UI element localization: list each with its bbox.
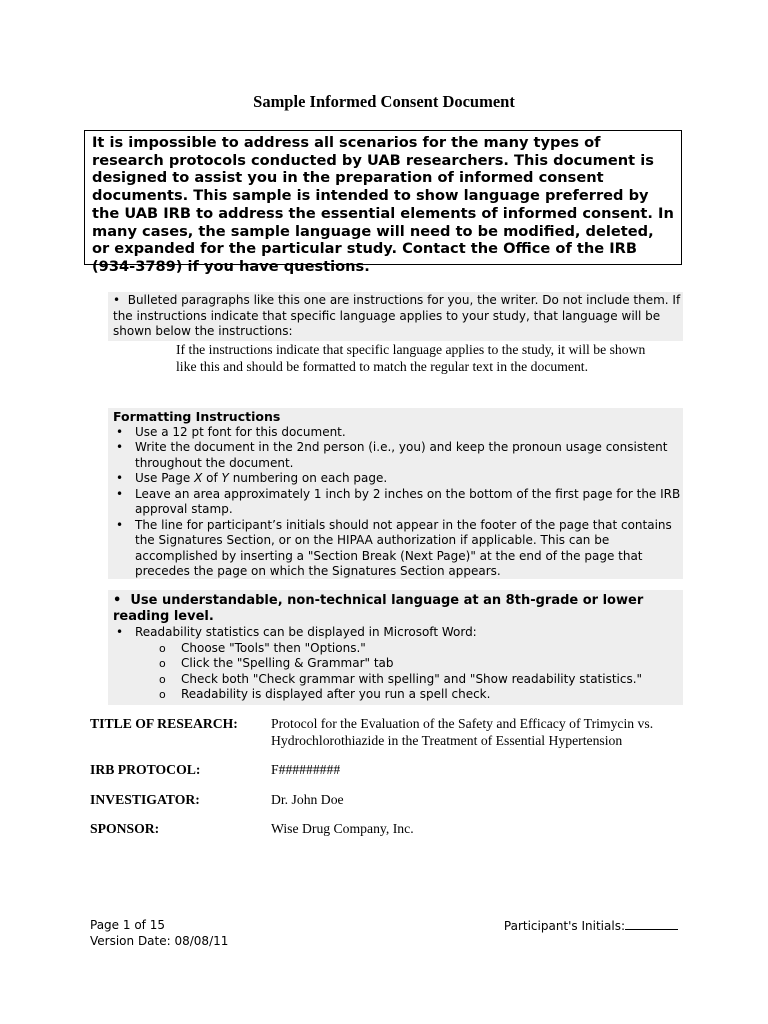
readability-heading: • Use understandable, non-technical language at an 8th-grade or lower reading level.	[113, 593, 644, 624]
readability-step: o Check both "Check grammar with spelling" and "Show readability statistics."	[113, 672, 683, 688]
study-info-row-protocol	[90, 762, 690, 779]
page-number: Page 1 of 15	[90, 918, 165, 932]
readability-block	[108, 590, 683, 705]
study-info-label: TITLE OF RESEARCH:	[90, 716, 238, 731]
sample-language-text: If the instructions indicate that specific language applies to the study, it will be shown like this and should be formatted to match the regular text in the document.	[176, 342, 646, 374]
formatting-list	[113, 425, 683, 580]
study-info-value: F#########	[271, 762, 341, 778]
participant-initials-label: Participant's Initials:	[503, 919, 625, 933]
readability-step: o Readability is displayed after you run a spell check.	[113, 687, 683, 703]
instruction-text: Bulleted paragraphs like this one are instructions for you, the writer. Do not include them. If the instructions indicate that specific language applies to your study, that language will be shown below the instructions:	[113, 293, 681, 338]
study-info-row-investigator	[90, 792, 690, 809]
study-info	[90, 716, 690, 851]
readability-step: o Click the "Spelling & Grammar" tab	[113, 656, 683, 672]
formatting-instructions-block	[108, 408, 683, 579]
version-date: Version Date: 08/08/11	[90, 933, 229, 948]
formatting-item: • Use a 12 pt font for this document.	[113, 425, 683, 441]
study-info-value: Dr. John Doe	[271, 791, 344, 807]
bullet-marker: •	[113, 293, 128, 307]
instruction-block	[108, 292, 683, 341]
readability-steps	[113, 641, 683, 703]
study-info-value: Wise Drug Company, Inc.	[271, 821, 414, 837]
intro-notice-box: It is impossible to address all scenarios for the many types of research protocols conducted by UAB researchers. This document is designed to assist you in the preparation of informed consent documents. This sample is intended to show language preferred by the UAB IRB to address the essential elements of informed consent. In many cases, the sample language will need to be modified, deleted, or expanded for the particular study. Contact the Office of the IRB (934-3789) if you have questions.	[84, 130, 682, 265]
study-info-row-sponsor	[90, 821, 690, 838]
bullet-marker: •	[113, 593, 131, 608]
formatting-item-page-numbering: • Use Page X of Y numbering on each page.	[113, 471, 683, 487]
initials-blank-line	[625, 918, 678, 930]
page-footer	[90, 918, 678, 949]
readability-list	[113, 625, 683, 641]
study-info-label: INVESTIGATOR:	[90, 791, 200, 807]
study-info-value: Protocol for the Evaluation of the Safety and Efficacy of Trimycin vs. Hydrochlorothiazide in the Treatment of Essential Hypertension	[271, 716, 654, 748]
study-info-label: SPONSOR:	[90, 821, 160, 837]
document-title: Sample Informed Consent Document	[253, 92, 515, 111]
study-info-row-title	[90, 716, 690, 749]
readability-step: o Choose "Tools" then "Options."	[113, 641, 683, 657]
formatting-item: • Leave an area approximately 1 inch by 2 inches on the bottom of the first page for the IRB approval stamp.	[113, 487, 683, 518]
formatting-item: • Write the document in the 2nd person (i.e., you) and keep the pronoun usage consistent throughout the document.	[113, 440, 683, 471]
formatting-item: • The line for participant’s initials should not appear in the footer of the page that contains the Signatures Section, or on the HIPAA authorization if applicable. This can be accomplished by inserting a "Section Break (Next Page)" at the end of the page that precedes the page on which the Signatures Section appears.	[113, 518, 683, 580]
formatting-heading: Formatting Instructions	[113, 409, 281, 424]
readability-intro: • Readability statistics can be displayed in Microsoft Word:	[113, 625, 683, 641]
participant-initials	[504, 918, 678, 935]
study-info-label: IRB PROTOCOL:	[90, 762, 201, 778]
